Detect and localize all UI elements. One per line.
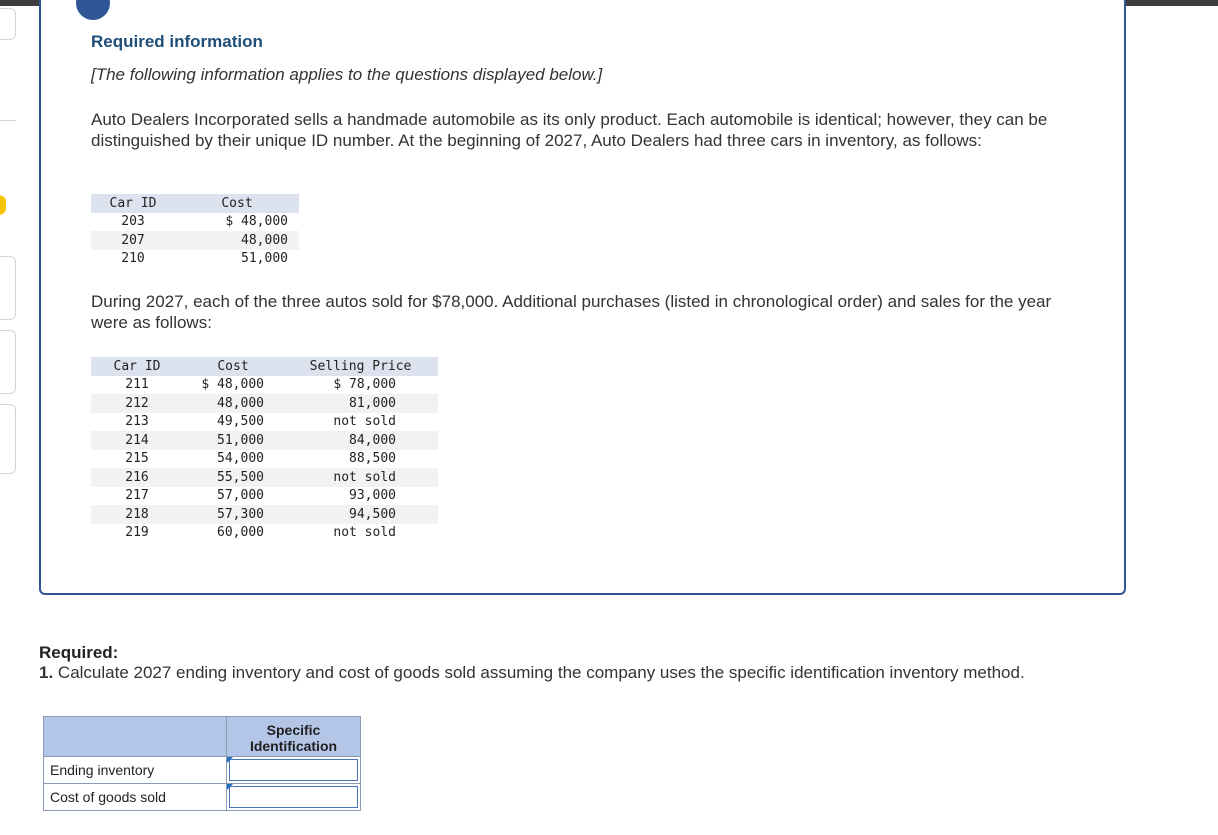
cost-cell: 60,000 — [217, 525, 264, 541]
cost-cell: 55,500 — [183, 468, 283, 487]
cost-cell: 51,000 — [241, 251, 288, 267]
purchases-table — [91, 357, 438, 542]
cost-cell: 49,500 — [217, 414, 264, 430]
column-header: Car ID — [91, 194, 175, 213]
cost-cell: 57,300 — [183, 505, 283, 524]
specific-identification-header — [226, 716, 361, 757]
car-id-cell: 203 — [121, 214, 145, 230]
car-id-cell: 212 — [91, 394, 183, 413]
column-header: Cost — [183, 357, 283, 376]
selling-price-cell: 93,000 — [349, 488, 396, 504]
question-text: Calculate 2027 ending inventory and cost of goods sold assuming the company uses the specific identification inventory method. — [57, 663, 1025, 682]
question-badge — [76, 0, 110, 20]
selling-price-cell: 84,000 — [283, 431, 438, 450]
question-number: 1. — [39, 663, 54, 682]
column-header: Selling Price — [283, 357, 438, 376]
selling-price-cell: not sold — [333, 525, 396, 541]
beginning-inventory-table — [91, 194, 299, 268]
selling-price-cell: $ 78,000 — [333, 377, 396, 393]
ending-inventory-input[interactable] — [229, 759, 358, 781]
side-nav-tab[interactable] — [0, 330, 16, 394]
required-question — [39, 663, 1025, 683]
cost-cell: $ 48,000 — [225, 214, 288, 230]
cost-cell: 54,000 — [217, 451, 264, 467]
table-row — [91, 468, 438, 487]
table-row — [91, 413, 438, 432]
ending-inventory-label: Ending inventory — [43, 756, 227, 784]
car-id-cell: 219 — [125, 525, 149, 541]
grid-corner-header — [43, 716, 227, 757]
car-id-cell: 213 — [125, 414, 149, 430]
side-nav-tab[interactable] — [0, 256, 16, 320]
car-id-cell: 207 — [91, 231, 175, 250]
column-header: Cost — [175, 194, 299, 213]
intro-paragraph: Auto Dealers Incorporated sells a handmade automobile as its only product. Each automobile is identical; however, they can be distinguished by their unique ID number. At the beginning of 2027, Auto Dealers had three cars in inventory, as follows: — [91, 110, 1048, 150]
car-id-cell: 218 — [91, 505, 183, 524]
cost-cell: $ 48,000 — [201, 377, 264, 393]
table-row — [91, 505, 438, 524]
required-information-subtitle: [The following information applies to the questions displayed below.] — [91, 65, 603, 84]
table-row — [91, 213, 299, 232]
table-row — [91, 394, 438, 413]
header-line: Identification — [249, 738, 338, 754]
car-id-cell: 210 — [121, 251, 145, 267]
cost-cell: 48,000 — [183, 394, 283, 413]
selling-price-cell: 94,500 — [283, 505, 438, 524]
cost-cell: 57,000 — [217, 488, 264, 504]
table-row — [91, 487, 438, 506]
car-id-cell: 211 — [125, 377, 149, 393]
table-header-row — [91, 357, 438, 376]
required-information-title: Required information — [91, 32, 263, 51]
table-row — [91, 231, 299, 250]
side-status-dot — [0, 195, 6, 215]
car-id-cell: 214 — [91, 431, 183, 450]
car-id-cell: 215 — [125, 451, 149, 467]
selling-price-cell: not sold — [333, 414, 396, 430]
selling-price-cell: not sold — [283, 468, 438, 487]
cost-of-goods-sold-label: Cost of goods sold — [43, 783, 227, 811]
required-label: Required: — [39, 643, 119, 662]
car-id-cell: 216 — [91, 468, 183, 487]
input-flag-icon — [227, 757, 233, 763]
car-id-cell: 217 — [125, 488, 149, 504]
table-row — [91, 376, 438, 395]
ending-inventory-cell — [226, 756, 361, 784]
header-line: Specific — [266, 722, 321, 738]
selling-price-cell: 81,000 — [283, 394, 438, 413]
table-row — [91, 250, 299, 269]
cost-cell: 48,000 — [175, 231, 299, 250]
table-row — [91, 431, 438, 450]
cost-of-goods-sold-cell — [226, 783, 361, 811]
table-header-row — [91, 194, 299, 213]
cost-of-goods-sold-input[interactable] — [229, 786, 358, 808]
table-row — [91, 524, 438, 543]
cost-cell: 51,000 — [183, 431, 283, 450]
side-nav-tab[interactable] — [0, 8, 16, 40]
side-divider — [0, 120, 16, 121]
purchases-paragraph: During 2027, each of the three autos sold for $78,000. Additional purchases (listed in chronological order) and sales for the year were as follows: — [91, 292, 1052, 332]
input-flag-icon — [227, 784, 233, 790]
side-nav-tab[interactable] — [0, 404, 16, 474]
column-header: Car ID — [91, 357, 183, 376]
selling-price-cell: 88,500 — [349, 451, 396, 467]
table-row — [91, 450, 438, 469]
